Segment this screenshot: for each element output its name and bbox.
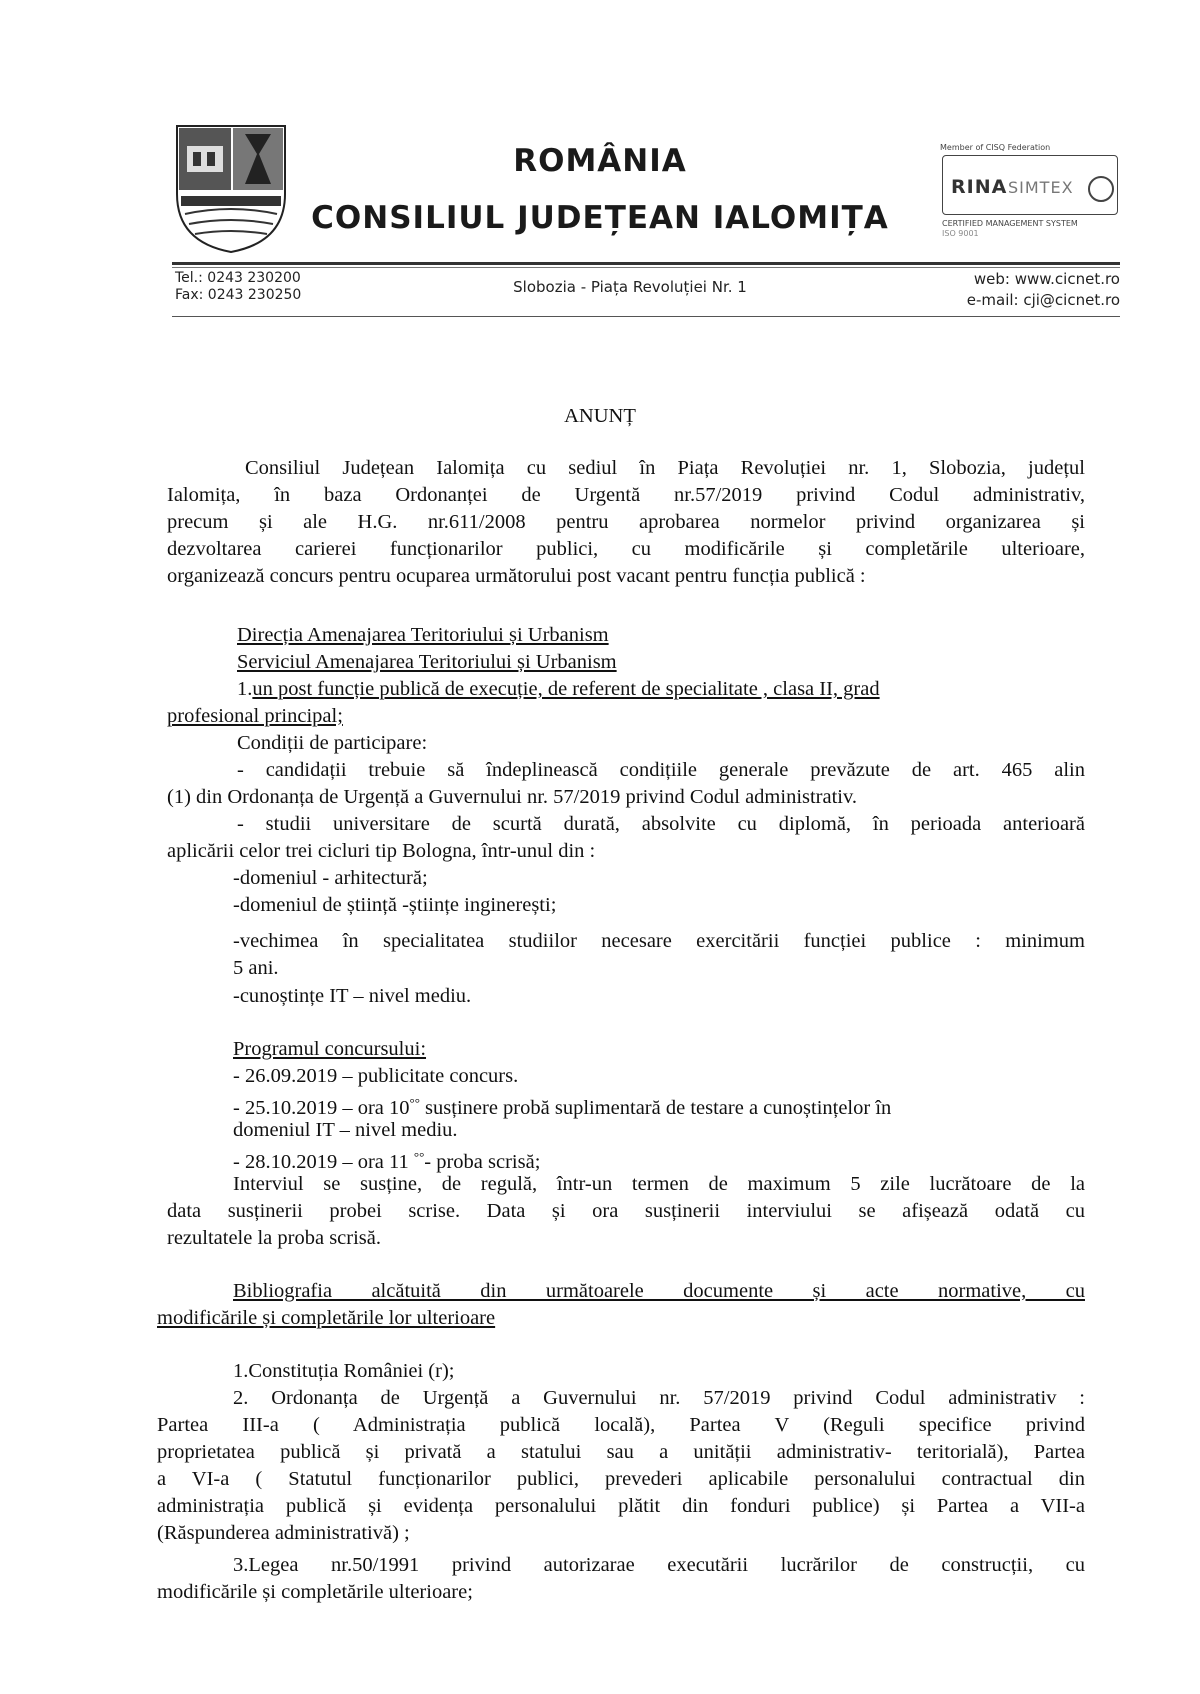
intro-line: Consiliul Județean Ialomița cu sediul în Piața Revoluției nr. 1, Slobozia, județul xyxy=(245,457,1085,479)
rina-logo-text: RINA xyxy=(951,176,1008,198)
cisq-member-text: Member of CISQ Federation xyxy=(940,143,1051,152)
reference-item: modificările și completările ulterioare; xyxy=(157,1581,473,1603)
program-item xyxy=(233,1091,891,1120)
condition-item: - candidații trebuie să îndeplinească condițiile generale prevăzute de art. 465 alin xyxy=(237,759,1085,781)
header-divider xyxy=(172,262,1120,265)
condition-item: - studii universitare de scurtă durată, absolvite cu diplomă, în perioada anterioară xyxy=(237,813,1085,835)
coat-of-arms-icon xyxy=(175,124,287,254)
simtex-logo-text: SIMTEX xyxy=(1008,178,1074,197)
post-line: un post funcție publică de execuție, de referent de specialitate , clasa II, grad xyxy=(252,678,880,700)
domain-item: -domeniul - arhitectură; xyxy=(233,867,428,889)
reference-item: proprietatea publică și privată a statului sau a unității administrativ- teritorială), Partea xyxy=(157,1441,1085,1463)
conditions-heading: Condiții de participare: xyxy=(237,732,428,754)
direction-name: Direcția Amenajarea Teritoriului și Urbanism xyxy=(237,624,609,646)
program-item: domeniul IT – nivel mediu. xyxy=(233,1119,458,1141)
country-heading: ROMÂNIA xyxy=(513,143,687,179)
document-title: ANUNȚ xyxy=(564,405,636,427)
fax-number: Fax: 0243 230250 xyxy=(175,287,302,303)
post-number: 1. xyxy=(237,678,253,700)
website: web: www.cicnet.ro xyxy=(973,270,1120,288)
program-text: - proba scrisă; xyxy=(424,1151,541,1173)
reference-item: administrația publică și evidența personalului plătit din fonduri publice) și Partea a VII-a xyxy=(157,1495,1085,1517)
program-time-sup: °° xyxy=(413,1149,425,1164)
program-heading: Programul concursului: xyxy=(233,1038,427,1060)
post-line: profesional principal; xyxy=(167,705,343,727)
interview-note: Interviul se susține, de regulă, într-un termen de maximum 5 zile lucrătoare de la xyxy=(233,1173,1085,1195)
reference-item: 3.Legea nr.50/1991 privind autorizarae executării lucrărilor de construcții, cu xyxy=(233,1554,1085,1576)
email-address: e-mail: cji@cicnet.ro xyxy=(966,291,1120,309)
program-date: - 25.10.2019 – ora 10 xyxy=(233,1097,410,1119)
bibliography-heading: Bibliografia alcătuită din următoarele documente și acte normative, cu xyxy=(233,1280,1085,1302)
post-description xyxy=(237,677,1085,701)
header-divider-thin xyxy=(172,267,1120,268)
program-text: susținere probă suplimentară de testare a cunoștințelor în xyxy=(419,1097,892,1119)
domain-item: -domeniul de știință -științe inginerești; xyxy=(233,894,557,916)
program-date: - 28.10.2019 – ora 11 xyxy=(233,1151,414,1173)
seniority-requirement: -vechimea în specialitatea studiilor necesare exercitării funcției publice : minimum xyxy=(233,930,1085,952)
certification-box xyxy=(942,155,1118,215)
reference-item: 1.Constituția României (r); xyxy=(233,1360,455,1382)
address: Slobozia - Piața Revoluției Nr. 1 xyxy=(513,278,747,296)
condition-item: aplicării celor trei cicluri tip Bologna, într-unul din : xyxy=(167,840,596,862)
phone-number: Tel.: 0243 230200 xyxy=(175,270,301,286)
institution-heading: CONSILIUL JUDEȚEAN IALOMIȚA xyxy=(311,200,889,236)
certification-logo xyxy=(940,143,1120,263)
service-name: Serviciul Amenajarea Teritoriului și Urbanism xyxy=(237,651,617,673)
contact-divider xyxy=(172,316,1120,317)
condition-item: (1) din Ordonanța de Urgență a Guvernului nr. 57/2019 privind Codul administrativ. xyxy=(167,786,858,808)
it-requirement: -cunoștințe IT – nivel mediu. xyxy=(233,985,472,1007)
reference-item: 2. Ordonanța de Urgență a Guvernului nr. 57/2019 privind Codul administrativ : xyxy=(233,1387,1085,1409)
interview-note: rezultatele la proba scrisă. xyxy=(167,1227,381,1249)
program-item: - 26.09.2019 – publicitate concurs. xyxy=(233,1065,519,1087)
seniority-requirement: 5 ani. xyxy=(233,957,279,979)
county-coat-of-arms xyxy=(175,124,287,254)
certification-seal-icon xyxy=(1088,176,1114,202)
intro-line: dezvoltarea carierei funcționarilor publici, cu modificările și completările ulterioare, xyxy=(167,538,1085,560)
intro-line: organizează concurs pentru ocuparea următorului post vacant pentru funcția publică : xyxy=(167,565,866,587)
reference-item: (Răspunderea administrativă) ; xyxy=(157,1522,410,1544)
certified-system-text: CERTIFIED MANAGEMENT SYSTEM xyxy=(942,219,1078,228)
intro-line: Ialomița, în baza Ordonanței de Urgentă nr.57/2019 privind Codul administrativ, xyxy=(167,484,1085,506)
program-item xyxy=(233,1145,540,1174)
reference-item: Partea III-a ( Administrația publică locală), Partea V (Reguli specifice privind xyxy=(157,1414,1085,1436)
reference-item: a VI-a ( Statutul funcționarilor publici, prevederi aplicabile personalului contractual din xyxy=(157,1468,1085,1490)
bibliography-heading: modificările și completările lor ulterioare xyxy=(157,1307,496,1329)
program-time-sup: °° xyxy=(409,1095,420,1110)
interview-note: data susținerii probei scrise. Data și ora susținerii interviului se afișează odată cu xyxy=(167,1200,1085,1222)
intro-line: precum și ale H.G. nr.611/2008 pentru aprobarea normelor privind organizarea și xyxy=(167,511,1085,533)
iso-standard-text: ISO 9001 xyxy=(942,229,979,238)
